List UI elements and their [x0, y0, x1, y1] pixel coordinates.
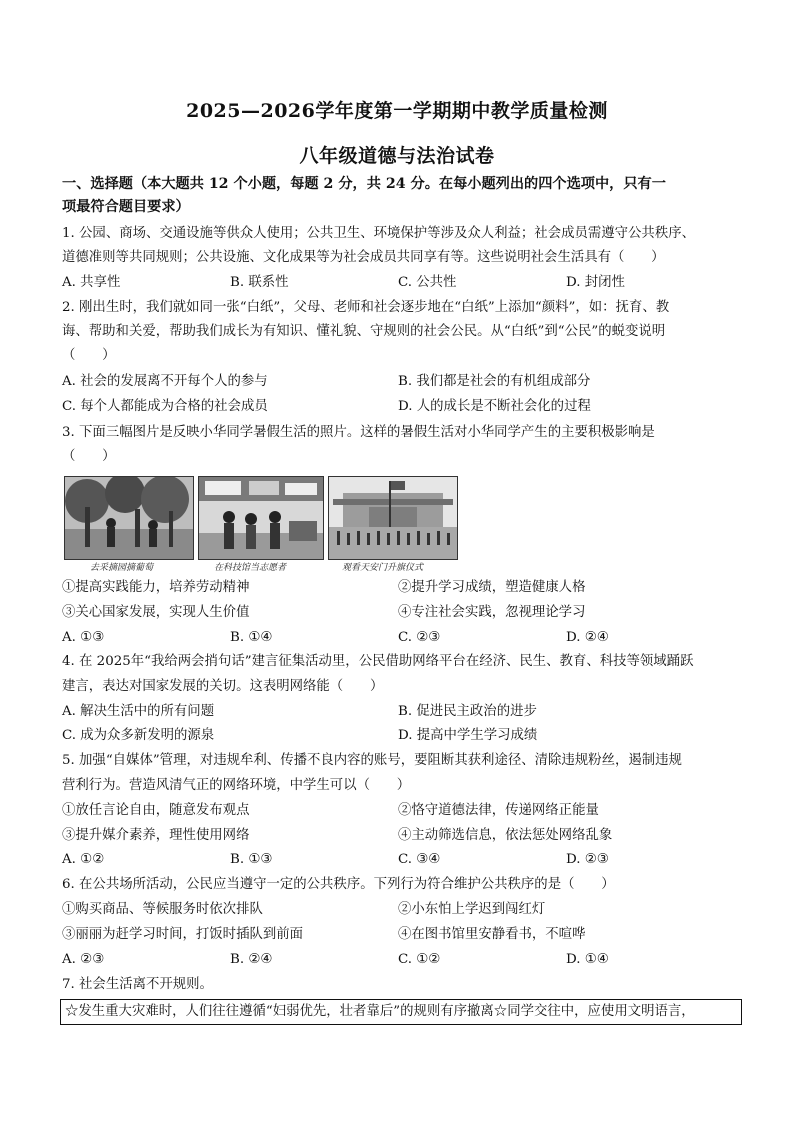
q6-statement-2: ②小东怕上学迟到闯红灯 [398, 902, 546, 917]
q5-statement-4: ④主动筛选信息，依法惩处网络乱象 [398, 828, 613, 843]
question-1-stem-cont: 道德准则等共同规则；公共设施、文化成果等为社会成员共同享有等。这些说明社会生活具有（ ） [62, 250, 665, 265]
section-heading: 一、选择题（本大题共 12 个小题，每题 2 分，共 24 分。在每小题列出的四个选项中，只有一 [62, 176, 666, 192]
photo-grape-picking [64, 476, 194, 560]
question-5-stem: 5. 加强“自媒体”管理，对违规牟利、传播不良内容的账号，要阻断其获利途径、清除违规粉丝，遏制违规 [62, 753, 682, 768]
q5-option-c: C. ③④ [398, 852, 441, 867]
question-4-stem-cont: 建言，表达对国家发展的关切。这表明网络能（ ） [62, 679, 384, 694]
q1-option-b: B. 联系性 [230, 275, 289, 290]
question-2-blank: （ ） [62, 348, 116, 363]
q6-option-d: D. ①④ [566, 952, 609, 967]
q2-option-d: D. 人的成长是不断社会化的过程 [398, 399, 591, 414]
q2-option-a: A. 社会的发展离不开每个人的参与 [62, 374, 268, 389]
q5-statement-1: ①放任言论自由，随意发布观点 [62, 803, 250, 818]
question-5-stem-cont: 营利行为。营造风清气正的网络环境，中学生可以（ ） [62, 778, 411, 793]
q6-statement-4: ④在图书馆里安静看书，不喧哗 [398, 927, 586, 942]
question-7-material-box: ☆发生重大灾难时，人们往往遵循“妇弱优先，壮者靠后”的规则有序撤离☆同学交往中，应使用文明语言， [60, 999, 742, 1025]
q5-option-a: A. ①② [62, 852, 105, 867]
section-heading-cont: 项最符合题目要求） [62, 199, 190, 215]
q3-option-d: D. ②④ [566, 630, 609, 645]
q5-statement-3: ③提升媒介素养，理性使用网络 [62, 828, 250, 843]
q2-option-c: C. 每个人都能成为合格的社会成员 [62, 399, 268, 414]
question-1-stem: 1. 公园、商场、交通设施等供众人使用；公共卫生、环境保护等涉及众人利益；社会成员需遵守公共秩序、 [62, 226, 695, 241]
question-2-stem-cont: 诲、帮助和关爱，帮助我们成长为有知识、懂礼貌、守规则的社会公民。从“白纸”到“公民”的蜕变说明 [62, 324, 666, 339]
q3-option-b: B. ①④ [230, 630, 273, 645]
q3-statement-1: ①提高实践能力，培养劳动精神 [62, 580, 250, 595]
q1-option-d: D. 封闭性 [566, 275, 625, 290]
photo-flag-ceremony [328, 476, 458, 560]
q3-statement-2: ②提升学习成绩，塑造健康人格 [398, 580, 586, 595]
q4-option-b: B. 促进民主政治的进步 [398, 704, 537, 719]
question-2-stem: 2. 刚出生时，我们就如同一张“白纸”，父母、老师和社会逐步地在“白纸”上添加“颜料”，如：抚育、教 [62, 300, 670, 315]
q1-option-c: C. 公共性 [398, 275, 457, 290]
q1-option-a: A. 共享性 [62, 275, 121, 290]
caption-flag-ceremony: 观看天安门升旗仪式 [342, 563, 424, 573]
q3-option-a: A. ①③ [62, 630, 105, 645]
q4-option-a: A. 解决生活中的所有问题 [62, 704, 215, 719]
q5-option-d: D. ②③ [566, 852, 609, 867]
exam-title: 2025—2026学年度第一学期期中教学质量检测 [186, 100, 608, 122]
question-3-blank: （ ） [62, 449, 116, 464]
q6-option-b: B. ②④ [230, 952, 273, 967]
question-6-stem: 6. 在公共场所活动，公民应当遵守一定的公共秩序。下列行为符合维护公共秩序的是（ ） [62, 877, 615, 892]
q4-option-d: D. 提高中学生学习成绩 [398, 728, 538, 743]
q6-option-c: C. ①② [398, 952, 441, 967]
q6-statement-1: ①购买商品、等候服务时依次排队 [62, 902, 263, 917]
q5-statement-2: ②恪守道德法律，传递网络正能量 [398, 803, 599, 818]
photo-science-museum [198, 476, 324, 560]
q5-option-b: B. ①③ [230, 852, 273, 867]
q4-option-c: C. 成为众多新发明的源泉 [62, 728, 215, 743]
caption-science-museum: 在科技馆当志愿者 [214, 563, 287, 573]
question-7-stem: 7. 社会生活离不开规则。 [62, 977, 213, 992]
exam-subtitle: 八年级道德与法治试卷 [299, 145, 495, 167]
q2-option-b: B. 我们都是社会的有机组成部分 [398, 374, 591, 389]
q6-option-a: A. ②③ [62, 952, 105, 967]
question-3-stem: 3. 下面三幅图片是反映小华同学暑假生活的照片。这样的暑假生活对小华同学产生的主要积极影响是 [62, 425, 655, 440]
caption-grape-picking: 去采摘园摘葡萄 [90, 563, 154, 573]
question-4-stem: 4. 在 2025年“我给两会捎句话”建言征集活动里，公民借助网络平台在经济、民生、教育、科技等领域踊跃 [62, 654, 694, 669]
q3-statement-4: ④专注社会实践，忽视理论学习 [398, 605, 586, 620]
q3-statement-3: ③关心国家发展，实现人生价值 [62, 605, 250, 620]
q6-statement-3: ③丽丽为赶学习时间，打饭时插队到前面 [62, 927, 304, 942]
q3-option-c: C. ②③ [398, 630, 441, 645]
